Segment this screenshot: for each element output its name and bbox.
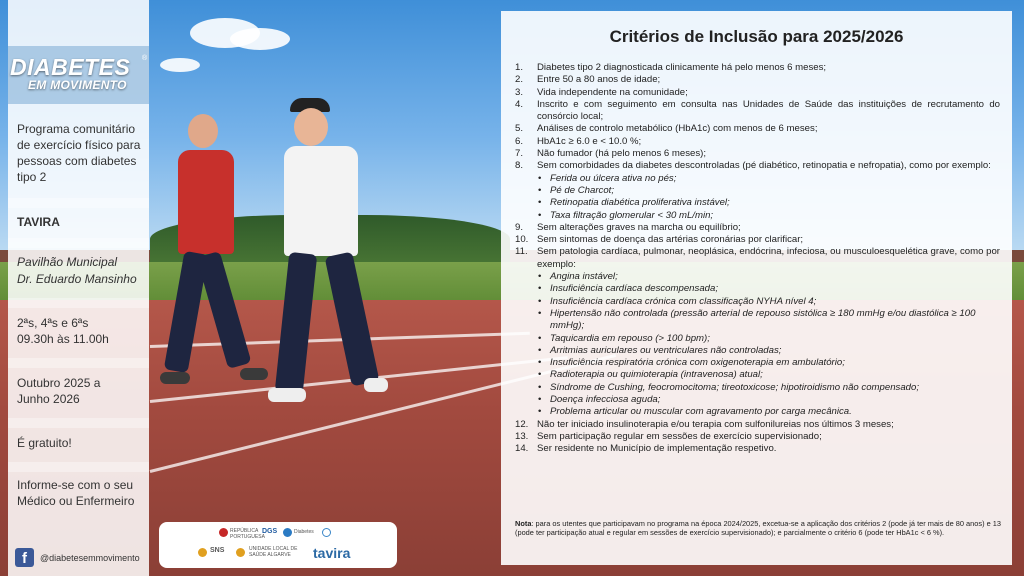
item-number: 4.	[515, 98, 524, 110]
bullet-icon: •	[538, 209, 542, 221]
item-text: Sem alterações graves na marcha ou equilíbrio;	[537, 221, 741, 233]
logo-title: DIABETES	[10, 54, 131, 80]
city-name: TAVIRA	[17, 215, 60, 229]
sub-list-item	[529, 296, 1000, 308]
bullet-icon: •	[538, 184, 542, 196]
item-number: 12.	[515, 418, 529, 430]
bullet-icon: •	[538, 394, 542, 406]
venue-line2: Dr. Eduardo Mansinho	[17, 272, 137, 286]
criteria-title: Critérios de Inclusão para 2025/2026	[609, 27, 904, 46]
sub-list-item	[529, 357, 1000, 369]
item-number: 11.	[515, 246, 528, 258]
divider	[8, 198, 149, 208]
item-text: Sem sintomas de doença das artérias coronárias por clarificar;	[537, 234, 804, 246]
item-number: 6.	[515, 135, 524, 147]
walker-shoe	[364, 378, 388, 392]
item-number: 7.	[515, 148, 524, 160]
partner-logo-1: REPÚBLICA PORTUGUESA	[230, 528, 265, 540]
list-item	[515, 443, 1000, 455]
item-text: Inscrito e com seguimento em consulta nas Unidades de Saúde das instituições de recrutamento do consórcio local;	[537, 98, 1000, 123]
sub-list-item	[529, 271, 1000, 283]
sub-item-text: Pé de Charcot;	[550, 184, 614, 196]
facebook-handle[interactable]: @diabetesemmovimento	[40, 553, 140, 563]
sub-item-text: Taxa filtração glomerular < 30 mL/min;	[550, 209, 714, 221]
item-text: Análises de controlo metabólico (HbA1c) com menos de 6 meses;	[537, 123, 818, 135]
venue-line1: Pavilhão Municipal	[17, 255, 118, 269]
list-item	[515, 148, 1000, 160]
sub-list-item	[529, 283, 1000, 295]
bullet-icon: •	[538, 344, 542, 356]
item-number: 8.	[515, 160, 524, 172]
diabetes-logo-icon	[283, 528, 292, 537]
sub-item-text: Síndrome de Cushing, feocromocitoma; tireotoxicose; hipotiroidismo não compensado;	[550, 381, 920, 393]
sub-list-item	[529, 345, 1000, 357]
partner-logos	[159, 522, 397, 568]
item-text: Diabetes tipo 2 diagnosticada clinicamente há pelo menos 6 meses;	[537, 62, 827, 73]
cloud	[230, 28, 290, 50]
walker-torso	[284, 146, 358, 256]
item-text: Não ter iniciado insulinoterapia e/ou terapia com sulfonilureias nos últimos 3 meses;	[537, 418, 894, 430]
item-text: Entre 50 a 80 anos de idade;	[537, 74, 661, 86]
item-text: Ser residente no Município de implementação respetivo.	[537, 443, 777, 455]
sub-item-text: Angina instável;	[550, 271, 618, 283]
sub-item-text: Arritmias auriculares ou ventriculares não controladas;	[550, 344, 782, 356]
partner-logo-4: SNS	[210, 547, 225, 554]
item-text: Sem comorbidades da diabetes descontroladas (pé diabético, retinopatia e nefropatia), como por exemplo:	[537, 160, 991, 172]
sub-item-text: Insuficiência cardíaca crónica com classificação NYHA nível 4;	[550, 295, 817, 307]
criteria-list	[515, 62, 1000, 456]
divider	[8, 298, 149, 308]
free-notice: É gratuito!	[17, 436, 72, 450]
bullet-icon: •	[538, 197, 542, 209]
bullet-icon: •	[538, 357, 542, 369]
list-item	[515, 222, 1000, 234]
list-item	[515, 419, 1000, 431]
partner-logo-2: DGS	[262, 528, 278, 535]
list-item	[515, 246, 1000, 271]
item-number: 14.	[515, 443, 529, 455]
item-text: Não fumador (há pelo menos 6 meses);	[537, 148, 707, 160]
sub-list-item	[529, 333, 1000, 345]
walker-head	[294, 108, 328, 146]
item-text: Sem participação regular em sessões de exercício supervisionado;	[537, 430, 822, 442]
program-description: Programa comunitário de exercício físico para pessoas com diabetes tipo 2	[17, 122, 141, 184]
bullet-icon: •	[538, 332, 542, 344]
tavira-logo: tavira	[313, 545, 351, 561]
item-number: 5.	[515, 123, 524, 135]
partner-logo-3: Diabetes	[294, 529, 314, 535]
item-number: 3.	[515, 86, 524, 98]
sub-item-text: Problema articular ou muscular com agravamento por carga mecânica.	[550, 406, 852, 418]
sub-item-text: Insuficiência respiratória crónica com oxigenoterapia em ambulatório;	[550, 357, 845, 369]
sub-item-text: Radioterapia ou quimioterapia (intravenosa) atual;	[550, 369, 763, 381]
uls-logo-icon	[236, 548, 245, 557]
footnote	[515, 519, 1001, 538]
walker-head	[188, 114, 218, 148]
sub-item-text: Insuficiência cardíaca descompensada;	[550, 283, 718, 295]
bullet-icon: •	[538, 369, 542, 381]
list-item	[515, 123, 1000, 135]
walker-red-shirt	[160, 110, 270, 390]
walker-leg	[325, 252, 380, 387]
item-number: 1.	[515, 62, 524, 73]
bullet-icon: •	[538, 381, 542, 393]
bullet-icon: •	[538, 307, 542, 319]
walker-shoe	[268, 388, 306, 402]
list-item	[515, 99, 1000, 124]
list-item	[515, 234, 1000, 246]
walker-white-shirt	[268, 98, 398, 408]
item-text: Vida independente na comunidade;	[537, 86, 688, 98]
item-text: HbA1c ≥ 6.0 e < 10.0 %;	[537, 135, 642, 147]
circle-logo-icon	[322, 528, 331, 537]
period-line2: Junho 2026	[17, 392, 80, 406]
sub-list-item	[529, 210, 1000, 222]
list-item	[515, 87, 1000, 99]
sub-item-text: Hipertensão não controlada (pressão arterial de repouso sistólica ≥ 180 mmHg e/ou diastólica ≥ 100 mmHg);	[550, 307, 976, 332]
walker-torso	[178, 150, 234, 254]
contact-notice: Informe-se com o seu Médico ou Enfermeiro	[17, 478, 135, 508]
sub-list-comorbidities	[515, 173, 1000, 222]
walker-shoe	[160, 372, 190, 384]
note-text: : para os utentes que participavam no programa na época 2024/2025, excetua-se a aplicação dos critérios 2 (pode já ter mais de 80 anos) e 13 (pode ter participação atual e regular em sessões de exercício supervisionado); e parcialmente o critério 6 (pode ter HbA1c < 6 %).	[515, 519, 1001, 538]
sub-list-item	[529, 394, 1000, 406]
republic-logo-icon	[219, 528, 228, 537]
sns-logo-icon	[198, 548, 207, 557]
sub-list-item	[529, 406, 1000, 418]
bullet-icon: •	[538, 172, 542, 184]
facebook-icon[interactable]: f	[15, 548, 34, 567]
list-item	[515, 62, 1000, 74]
sub-list-pathologies	[515, 271, 1000, 419]
item-number: 13.	[515, 430, 529, 442]
list-item	[515, 431, 1000, 443]
logo-subtitle: EM MOVIMENTO	[28, 78, 127, 92]
sub-item-text: Retinopatia diabética proliferativa instável;	[550, 197, 730, 209]
sub-list-item	[529, 173, 1000, 185]
registered-mark: ®	[142, 55, 148, 62]
item-number: 2.	[515, 74, 524, 86]
divider	[8, 462, 149, 472]
sub-list-item	[529, 369, 1000, 381]
schedule-hours: 09.30h às 11.00h	[17, 332, 109, 346]
sub-list-item	[529, 308, 1000, 333]
sub-list-item	[529, 185, 1000, 197]
list-item	[515, 74, 1000, 86]
list-item	[515, 160, 1000, 172]
sub-list-item	[529, 197, 1000, 209]
partner-logo-5: UNIDADE LOCAL DE SAÚDE ALGARVE	[249, 546, 298, 558]
list-item	[515, 136, 1000, 148]
divider	[8, 418, 149, 428]
walker-shoe	[240, 368, 268, 380]
sub-item-text: Doença infecciosa aguda;	[550, 394, 661, 406]
sub-item-text: Ferida ou úlcera ativa no pés;	[550, 172, 677, 184]
sub-item-text: Taquicardia em repouso (> 100 bpm);	[550, 332, 710, 344]
bullet-icon: •	[538, 283, 542, 295]
schedule-days: 2ªs, 4ªs e 6ªs	[17, 316, 89, 330]
bullet-icon: •	[538, 406, 542, 418]
bullet-icon: •	[538, 295, 542, 307]
item-number: 9.	[515, 221, 524, 233]
cloud	[160, 58, 200, 72]
divider	[8, 358, 149, 368]
walker-leg	[196, 251, 251, 369]
sub-list-item	[529, 382, 1000, 394]
period-line1: Outubro 2025 a	[17, 376, 101, 390]
item-text: Sem patologia cardíaca, pulmonar, neoplásica, endócrina, infeciosa, ou musculoesquelética grave, como por exemplo:	[537, 246, 1000, 270]
walker-leg	[275, 252, 317, 394]
note-label: Nota	[515, 519, 532, 528]
item-number: 10.	[515, 234, 529, 246]
bullet-icon: •	[538, 271, 542, 283]
divider	[8, 238, 149, 248]
